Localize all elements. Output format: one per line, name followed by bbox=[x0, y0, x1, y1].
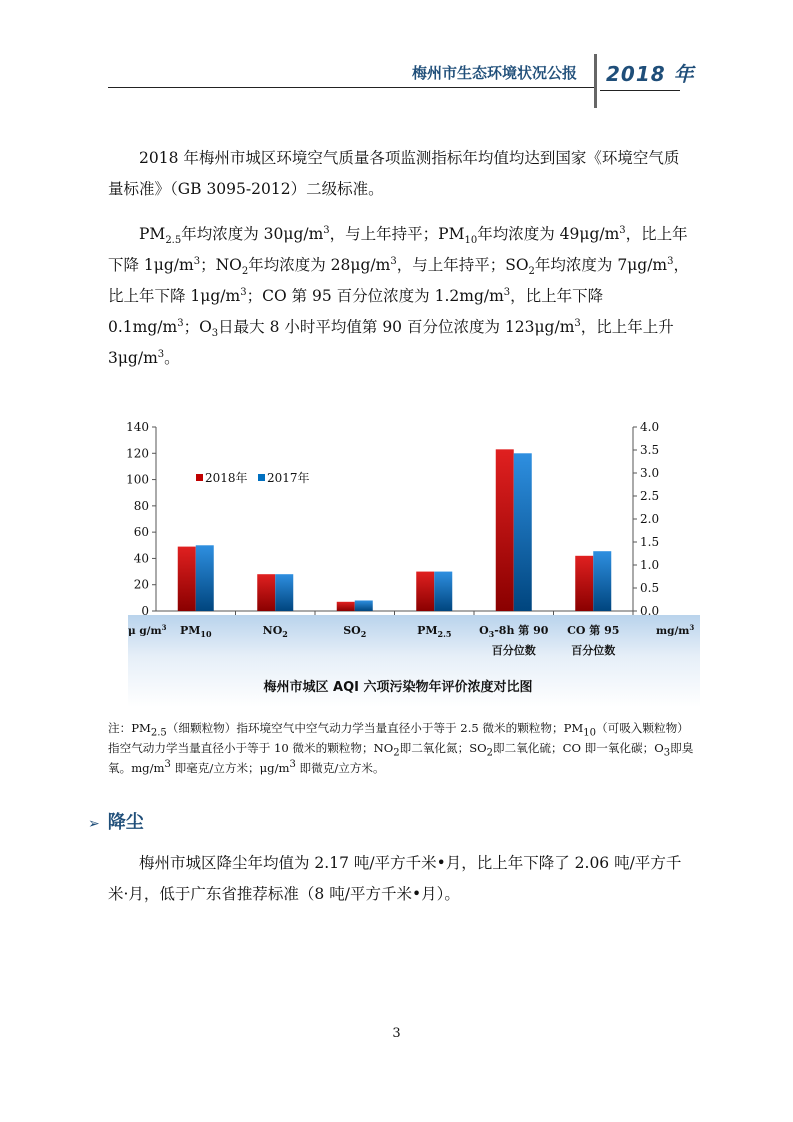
x-tick-label: $PM_{10}$ bbox=[179, 624, 212, 639]
y-tick-label-left: 0 bbox=[141, 604, 149, 618]
bar-series2 bbox=[593, 551, 611, 611]
y-tick-label-right: 1.5 bbox=[640, 535, 660, 549]
bar-series2 bbox=[355, 600, 373, 611]
paragraph-air-quality-summary: 2018 年梅州市城区环境空气质量各项监测指标年均值均达到国家《环境空气质量标准》（GB 3095-2012）二级标准。 bbox=[108, 149, 680, 198]
arrow-bullet-icon: ➢ bbox=[88, 816, 100, 832]
section-heading-dustfall bbox=[88, 808, 144, 834]
y-tick-label-left: 140 bbox=[126, 420, 149, 434]
chart-title: 梅州市城区 AQI 六项污染物年评价浓度对比图 bbox=[263, 680, 533, 695]
y-tick-label-left: 80 bbox=[133, 498, 149, 513]
bar-series2 bbox=[196, 545, 214, 611]
right-axis-unit: $mg/m^3$ bbox=[656, 623, 695, 637]
header-rule-right bbox=[600, 90, 680, 91]
y-tick-label-right: 1.0 bbox=[640, 558, 660, 572]
x-tick-label: $SO_2$ bbox=[343, 624, 367, 639]
bar-series1 bbox=[257, 574, 275, 611]
bar-series1 bbox=[416, 572, 434, 611]
x-tick-label-line2: 百分位数 bbox=[571, 644, 616, 657]
y-tick-label-right: 2.0 bbox=[640, 512, 660, 526]
x-tick-label: $O_3-8h$ 第 90 bbox=[479, 624, 549, 639]
x-tick-label: $NO_2$ bbox=[262, 624, 288, 639]
bar-series2 bbox=[434, 572, 452, 611]
y-tick-label-right: 0.5 bbox=[640, 581, 660, 595]
header-rule bbox=[108, 87, 594, 88]
y-tick-label-left: 60 bbox=[133, 525, 149, 540]
page-number: 3 bbox=[392, 1026, 401, 1041]
y-tick-label-right: 4.0 bbox=[640, 420, 660, 434]
x-tick-label-line2: 百分位数 bbox=[491, 644, 536, 657]
legend-swatch bbox=[196, 474, 203, 481]
y-tick-label-left: 120 bbox=[126, 446, 149, 461]
y-tick-label-left: 40 bbox=[133, 551, 149, 566]
bar-series1 bbox=[178, 547, 196, 611]
y-tick-label-left: 100 bbox=[126, 472, 149, 487]
y-tick-label-right: 3.0 bbox=[640, 466, 660, 480]
bar-series1 bbox=[575, 556, 593, 611]
legend-swatch bbox=[258, 474, 265, 481]
bar-series1 bbox=[496, 449, 514, 611]
header-divider bbox=[594, 54, 597, 108]
y-tick-label-left: 20 bbox=[133, 577, 149, 592]
chart-footnote: 注：$PM_{2.5}$（细颗粒物）指环境空气中空气动力学当量直径小于等于 2.5 微米的颗粒物；$PM_{10}$（可吸入颗粒物）指空气动力学当量直径小于等于 10 微米的颗粒物；$NO_2$即二氧化氮；$SO_2$即二氧化硫；CO 即一氧化碳；$O_3$即臭氧。$mg/m^3$ 即毫克/立方米；$\mu g/m^3$ 即微克/立方米。 bbox=[108, 721, 694, 775]
paragraph-dustfall: 梅州市城区降尘年均值为 2.17 吨/平方千米•月，比上年下降了 2.06 吨/平方千米·月，低于广东省推荐标准（8 吨/平方千米•月）。 bbox=[108, 854, 682, 903]
legend-label: 2017年 bbox=[267, 471, 310, 485]
left-axis-unit: μ $g/m^3$ bbox=[128, 623, 167, 637]
bar-series1 bbox=[337, 602, 355, 611]
header-year: 2018 年 bbox=[606, 62, 695, 86]
y-tick-label-right: 2.5 bbox=[640, 489, 660, 503]
y-tick-label-right: 3.5 bbox=[640, 443, 660, 457]
legend-label: 2018年 bbox=[205, 471, 248, 485]
x-tick-label: $PM_{2.5}$ bbox=[417, 624, 452, 639]
pollutant-comparison-chart bbox=[108, 412, 708, 712]
header-title: 梅州市生态环境状况公报 bbox=[412, 64, 578, 82]
section-title: 降尘 bbox=[107, 812, 144, 833]
x-tick-label: CO 第 95 bbox=[567, 624, 620, 637]
paragraph-pollutant-concentrations: $PM_{2.5}$年均浓度为 $30\mu g/m^3$，与上年持平；$PM_{10}$年均浓度为 $49\mu g/m^3$，比上年下降 $1\mu g/m^3$；$NO_2$年均浓度为 $28\mu g/m^3$，与上年持平；$SO_2$年均浓度为 $7\mu g/m^3$，比上年下降 $1\mu g/m^3$；CO 第 95 百分位浓度为 $1.2mg/m^3$，比上年下降 $0.1mg/m^3$；$O_3$日最大 8 小时平均值第 90 百分位浓度为 $123\mu g/m^3$，比上年上升 $3\mu g/m^3$。 bbox=[108, 224, 690, 367]
y-tick-label-right: 0.0 bbox=[640, 604, 660, 618]
bar-series2 bbox=[514, 453, 532, 611]
bar-series2 bbox=[275, 574, 293, 611]
